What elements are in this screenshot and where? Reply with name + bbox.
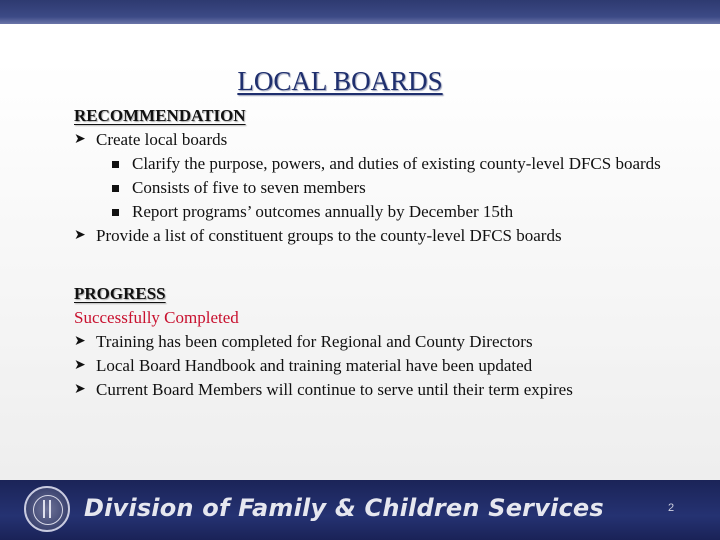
progress-item-text: Local Board Handbook and training material have been updated xyxy=(96,356,533,375)
progress-heading: PROGRESS xyxy=(74,284,166,303)
recommendation-list xyxy=(74,128,704,248)
progress-item xyxy=(74,330,704,354)
square-bullet-icon xyxy=(112,209,119,216)
slide-content xyxy=(74,104,704,402)
state-seal-icon xyxy=(24,486,70,532)
arrow-bullet-icon: ➤ xyxy=(74,334,86,349)
arrow-bullet-icon: ➤ xyxy=(74,358,86,373)
organization-name: Division of Family & Children Services xyxy=(84,494,604,522)
recommendation-item xyxy=(74,128,704,152)
footer-banner xyxy=(0,480,720,540)
recommendation-item-text: Create local boards xyxy=(96,130,228,149)
progress-item-text: Training has been completed for Regional and County Directors xyxy=(96,332,533,351)
arrow-bullet-icon: ➤ xyxy=(74,228,86,243)
progress-item xyxy=(74,354,704,378)
slide-title: LOCAL BOARDS xyxy=(237,66,443,96)
square-bullet-icon xyxy=(112,185,119,192)
section-gap xyxy=(74,248,704,282)
recommendation-item xyxy=(74,224,704,248)
recommendation-item-text: Provide a list of constituent groups to the county-level DFCS boards xyxy=(96,226,562,245)
progress-status: Successfully Completed xyxy=(74,308,239,327)
page-number: 2 xyxy=(668,502,675,514)
recommendation-subitem-text: Report programs’ outcomes annually by December 15th xyxy=(132,202,514,221)
recommendation-subitem xyxy=(74,176,704,200)
square-bullet-icon xyxy=(112,161,119,168)
recommendation-subitem xyxy=(74,200,704,224)
recommendation-subitem-text: Consists of five to seven members xyxy=(132,178,366,197)
progress-list xyxy=(74,330,704,402)
top-band xyxy=(0,0,720,24)
progress-item xyxy=(74,378,616,402)
progress-item-text: Current Board Members will continue to serve until their term expires xyxy=(96,380,573,399)
recommendation-heading: RECOMMENDATION xyxy=(74,106,246,125)
recommendation-subitem xyxy=(74,152,704,176)
arrow-bullet-icon: ➤ xyxy=(74,382,86,397)
recommendation-subitem-text: Clarify the purpose, powers, and duties of existing county-level DFCS boards xyxy=(132,154,661,173)
arrow-bullet-icon: ➤ xyxy=(74,132,86,147)
